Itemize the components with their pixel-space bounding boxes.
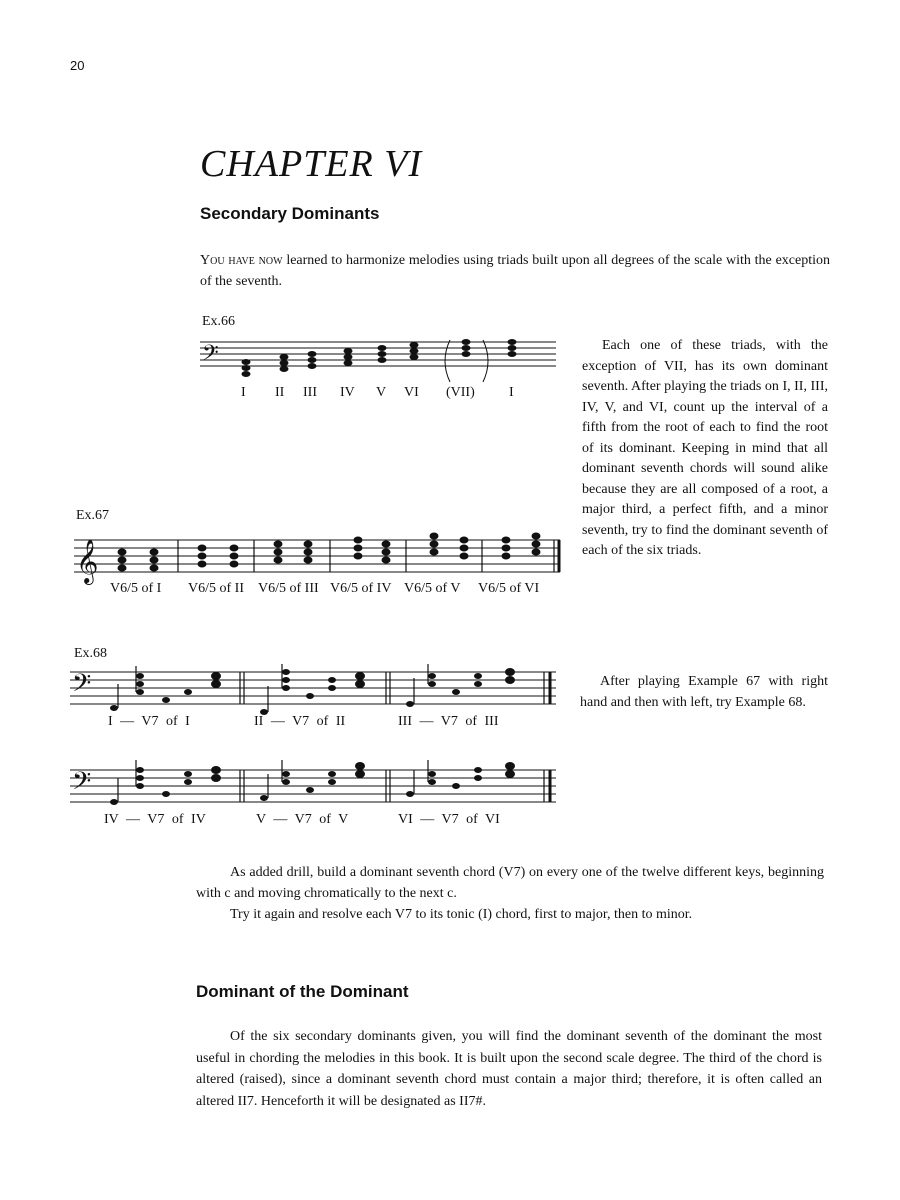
ex67-label: Ex.67: [76, 508, 110, 523]
ex68-staff-row1: [70, 664, 560, 718]
ex68-row2-label: IV — V7 of IV: [104, 812, 206, 827]
ex67-chord-label: V6/5 of II: [188, 581, 244, 596]
ex68-row2-label: VI — V7 of VI: [398, 812, 500, 827]
ex68-row1-label: II — V7 of II: [254, 714, 346, 729]
page-number: 20: [70, 58, 85, 73]
ex68-row2-notes: [110, 760, 550, 805]
chapter-title: CHAPTER VI: [200, 143, 423, 185]
ex68-label: Ex.68: [74, 646, 108, 661]
ex66-chord-label: IV: [340, 385, 355, 400]
ex66-chord-label: VI: [404, 385, 419, 400]
ex66-chord-label: (VII): [446, 385, 475, 400]
ex66-chord-label: I: [509, 385, 514, 400]
ex67-chord-label: V6/5 of I: [110, 581, 162, 596]
sidebar-paragraph-triads: Each one of these triads, with the exception of VII, has its own dominant seventh. After playing the triads on I, II, III, IV, V, and VI, count up the interval of a fifth from the root of each to find the root of its dominant. Keeping in mind that all dominant seventh chords will sound alike because they are all composed of a root, a major third, a perfect fifth, and a minor seventh, try to find the dominant seventh of each of the six triads.: [582, 338, 828, 558]
bass-clef-icon: 𝄢: [72, 669, 92, 704]
intro-rest: learned to harmonize melodies using triads built upon all degrees of the scale with the exception of the seventh.: [200, 253, 830, 289]
bass-clef-icon: 𝄢: [202, 341, 219, 371]
ex66-label: Ex.66: [202, 314, 236, 329]
section-heading-secondary-dominants: Secondary Dominants: [200, 204, 380, 223]
section-heading-dominant-of-dominant: Dominant of the Dominant: [196, 982, 409, 1001]
intro-lead-caps: You have now: [200, 253, 283, 268]
intro-paragraph: [200, 250, 830, 292]
drill-paragraph-2: Try it again and resolve each V7 to its tonic (I) chord, first to major, then to minor.: [230, 907, 693, 922]
treble-clef-icon: 𝄞: [76, 539, 99, 583]
ex67-chord-label: V6/5 of VI: [478, 581, 540, 596]
sidebar-paragraph-ex68: After playing Example 67 with right hand and then with left, try Example 68.: [580, 674, 828, 710]
ex68-staff-row2: [70, 760, 560, 816]
ex67-chord-label: V6/5 of IV: [330, 581, 392, 596]
ex66-chord-label: II: [275, 385, 285, 400]
drill-paragraph-1: As added drill, build a dominant seventh chord (V7) on every one of the twelve different keys, beginning with c and moving chromatically to the next c.: [196, 865, 824, 901]
ex67-chord-label: V6/5 of V: [404, 581, 461, 596]
ex66-chord-label: V: [376, 385, 387, 400]
ex67-chord-label: V6/5 of III: [258, 581, 319, 596]
ex66-chord-label: III: [303, 385, 317, 400]
ex68-row1-label: I — V7 of I: [108, 714, 190, 729]
ex66-chord-label: I: [241, 385, 246, 400]
ex67-staff: [74, 530, 564, 586]
ex67-chord-notes: [118, 533, 560, 573]
ex68-row1-label: III — V7 of III: [398, 714, 499, 729]
ex68-row2-label: V — V7 of V: [256, 812, 349, 827]
ex66-staff: [200, 336, 560, 386]
bass-clef-icon: 𝄢: [72, 767, 92, 802]
dominant-of-dominant-paragraph: Of the six secondary dominants given, you will find the dominant seventh of the dominant the most useful in chording the melodies in this book. It is built upon the second scale degree. The third of the chord is altered (raised), since a dominant seventh chord must contain a major third; therefore, it is often called an altered II7. Henceforth it will be designated as II7#.: [196, 1029, 822, 1109]
